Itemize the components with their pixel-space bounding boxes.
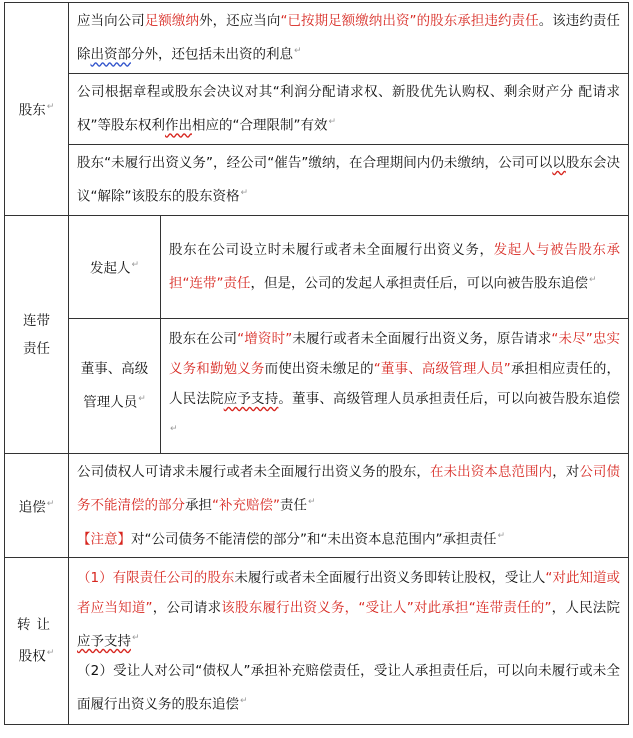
text-run: 股东会决议“解除”该股东的股东资格 — [77, 155, 621, 205]
underlined-run: 应予支持 — [223, 391, 279, 408]
text-run: 分外，还包括未出资的利息 — [131, 46, 293, 63]
highlight-run: “董事、高级管理人员” — [373, 361, 511, 378]
joint-label-line-1: 连带 — [23, 312, 50, 329]
text-run: 责任 — [280, 497, 307, 514]
highlight-run: 公司债务不能清偿的部分 — [77, 464, 621, 514]
underlined-run: 以 — [552, 155, 566, 172]
text-run: 。董事、高级管理人员承担责任后，可以向被告股东追偿 — [278, 391, 620, 408]
recovery-label — [5, 454, 69, 558]
directors-paragraph — [161, 319, 629, 454]
founder-paragraph — [161, 216, 629, 319]
highlight-run: “已按期足额缴纳出资”的股东承担违约责任 — [280, 13, 539, 30]
text-run: 应当向公司 — [77, 13, 145, 30]
shareholder-row-1 — [5, 3, 629, 74]
para-mark: ↵ — [46, 648, 55, 659]
para-mark: ↵ — [328, 117, 337, 128]
highlight-run: “补充赔偿” — [212, 497, 280, 514]
note-text: 对“公司债务不能清偿的部分”和“未出资本息范围内”承担责任 — [131, 531, 497, 547]
text-run: 而使出资未缴足的 — [264, 361, 374, 378]
joint-label-line-2: 责任 — [23, 340, 50, 357]
joint-row-founder — [5, 216, 629, 319]
highlight-run: “增资时” — [237, 331, 293, 348]
shareholder-label — [5, 3, 69, 216]
text-run: ，对 — [552, 464, 580, 480]
para-mark: ↵ — [132, 632, 140, 643]
para-mark: ↵ — [240, 188, 249, 199]
para-mark: ↵ — [170, 424, 178, 435]
document-page — [0, 2, 633, 738]
highlight-run: 足额缴纳 — [144, 13, 200, 30]
recovery-paragraph — [69, 454, 629, 558]
para-mark: ↵ — [240, 696, 248, 706]
directors-label-line-1: 董事、高级 — [80, 361, 149, 378]
para-mark: ↵ — [589, 275, 597, 286]
underlined-run: 应予支持 — [77, 633, 131, 649]
text-run: ，公司请求 — [152, 599, 222, 616]
highlight-run: “未尽”忠实义务和勤勉义务 — [169, 331, 621, 378]
shareholder-row-3 — [5, 145, 629, 216]
legal-summary-table — [4, 2, 629, 725]
directors-label — [69, 319, 161, 454]
text-run: 股东在公司 — [169, 331, 238, 348]
text-run: 股东“未履行出资义务”，经公司“催告”缴纳，在合理期间内仍未缴纳，公司可以 — [77, 155, 553, 172]
text-run: 承担 — [185, 497, 212, 514]
recovery-row — [5, 454, 629, 558]
text-run: 。该违约责任除 — [77, 13, 620, 63]
transfer-label-line-1: 转让 — [17, 617, 56, 634]
highlight-run: “对此知道或者应当知道” — [77, 569, 621, 616]
text-run: 承担相应责任的，人民法院 — [169, 361, 621, 408]
founder-label — [69, 216, 161, 319]
highlight-run: 发起人与被告股东承担“连带”责任 — [169, 242, 621, 292]
transfer-paragraph-2: （2）受让人对公司“债权人”承担补充赔偿责任，受让人承担责任后，可以向未履行或未全面履行出资义务的股东追偿 — [77, 663, 620, 713]
text-run: 股东在公司设立时未履行或者未全面履行出资义务， — [169, 242, 494, 259]
underlined-run: 出资部 — [90, 46, 131, 63]
para-mark: ↵ — [131, 260, 140, 271]
transfer-row — [5, 558, 629, 725]
joint-liability-label — [5, 216, 69, 454]
shareholder-paragraph-1 — [69, 3, 629, 74]
text-run: 相应的“合理限制”有效 — [192, 117, 328, 134]
recovery-label-text: 追偿 — [18, 499, 46, 516]
shareholder-row-2 — [5, 74, 629, 145]
text-run: 未履行或者未全面履行出资义务，原告请求 — [292, 331, 552, 348]
shareholder-paragraph-2 — [69, 74, 629, 145]
joint-row-directors — [5, 319, 629, 454]
text-run: 公司债权人可请求未履行或者未全面履行出资义务的股东， — [77, 464, 430, 480]
text-run: 公司根据章程或股东会决议对其“利润分配请求权、新股优先认购权、剩余财产分 配请求权”等股东权利 — [77, 84, 620, 134]
para-mark: ↵ — [497, 530, 506, 541]
text-run: ，人民法院 — [551, 599, 621, 616]
para-mark: ↵ — [308, 497, 316, 507]
highlight-run: 在未出资本息范围内 — [430, 464, 553, 480]
underlined-run: 作出 — [165, 117, 192, 134]
founder-label-text: 发起人 — [89, 260, 131, 277]
text-run: 外，还应当向 — [199, 13, 281, 30]
note-tag: 【注意】 — [77, 531, 131, 547]
transfer-label-line-2: 股权 — [18, 648, 46, 665]
shareholder-paragraph-3 — [69, 145, 629, 216]
directors-label-line-2: 管理人员 — [83, 394, 138, 411]
text-run: ，但是，公司的发起人承担责任后，可以向被告股东追偿 — [250, 275, 588, 292]
para-mark: ↵ — [46, 102, 55, 113]
transfer-paragraph — [69, 558, 629, 725]
transfer-label — [5, 558, 69, 725]
shareholder-label-text: 股东 — [18, 102, 46, 119]
para-mark: ↵ — [138, 394, 146, 405]
highlight-run: 该股东履行出资义务，“受让人”对此承担“连带责任的” — [221, 599, 552, 616]
highlight-run: （1）有限责任公司的股东 — [77, 569, 235, 586]
para-mark: ↵ — [294, 46, 302, 57]
text-run: 未履行或者未全面履行出资义务即转让股权，受让人 — [234, 569, 546, 586]
para-mark: ↵ — [46, 498, 55, 509]
